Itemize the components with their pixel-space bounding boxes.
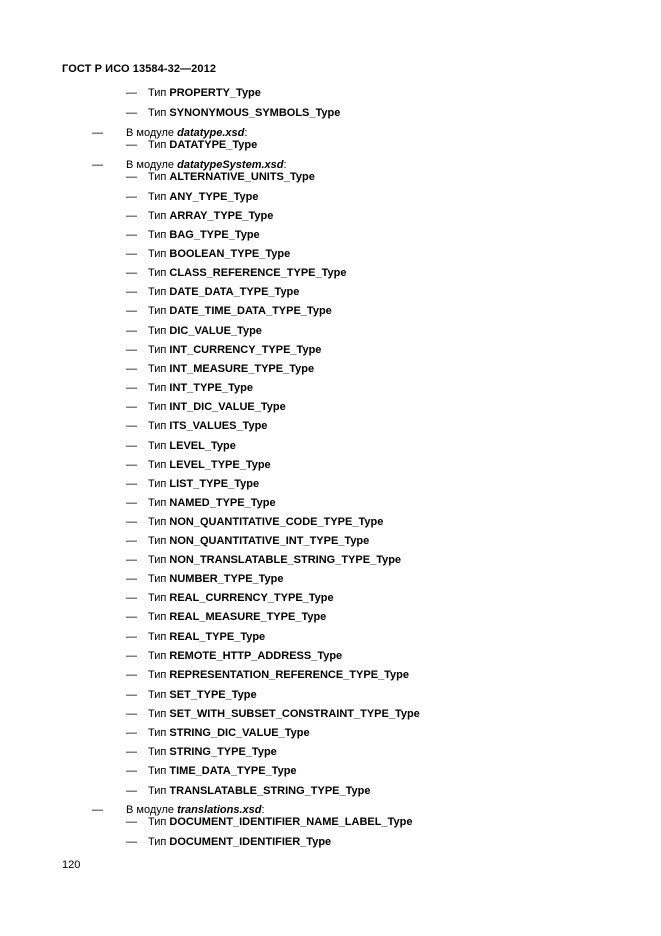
type-line: [126, 210, 273, 223]
type-prefix: Тип: [148, 650, 167, 662]
list-dash: —: [126, 535, 137, 547]
type-name: DATATYPE_Type: [169, 139, 258, 151]
type-line: [126, 305, 332, 318]
list-dash: —: [126, 344, 137, 356]
list-dash: —: [126, 650, 137, 662]
list-dash: —: [92, 127, 103, 139]
type-prefix: Тип: [148, 631, 167, 643]
type-line: [126, 440, 236, 453]
type-prefix: Тип: [148, 516, 167, 528]
type-prefix: Тип: [148, 816, 167, 828]
type-prefix: Тип: [148, 305, 167, 317]
type-name: ALTERNATIVE_UNITS_Type: [169, 171, 315, 183]
type-prefix: Тип: [148, 459, 167, 471]
list-dash: —: [126, 139, 137, 151]
type-name: LEVEL_TYPE_Type: [169, 459, 271, 471]
type-line: [126, 229, 260, 242]
type-prefix: Тип: [148, 248, 167, 260]
type-prefix: Тип: [148, 611, 167, 623]
type-name: ARRAY_TYPE_Type: [169, 210, 274, 222]
type-line: [126, 611, 326, 624]
type-line: [126, 497, 276, 510]
list-dash: —: [126, 420, 137, 432]
type-line: [126, 816, 412, 829]
type-name: REPRESENTATION_REFERENCE_TYPE_Type: [169, 669, 410, 681]
type-name: LEVEL_Type: [169, 440, 236, 452]
list-dash: —: [126, 286, 137, 298]
type-name: NON_QUANTITATIVE_INT_TYPE_Type: [169, 535, 370, 547]
list-dash: —: [126, 816, 137, 828]
type-prefix: Тип: [148, 171, 167, 183]
list-dash: —: [126, 305, 137, 317]
list-dash: —: [126, 497, 137, 509]
type-prefix: Тип: [148, 554, 167, 566]
type-name: NON_TRANSLATABLE_STRING_TYPE_Type: [169, 554, 402, 566]
list-dash: —: [126, 107, 137, 119]
module-prefix: В модуле: [126, 159, 175, 171]
type-name: CLASS_REFERENCE_TYPE_Type: [169, 267, 347, 279]
module-file-name: translations.xsd: [177, 804, 262, 816]
list-dash: —: [126, 708, 137, 720]
type-prefix: Тип: [148, 286, 167, 298]
type-line: [126, 191, 258, 204]
list-dash: —: [126, 592, 137, 604]
type-name: DIC_VALUE_Type: [169, 325, 262, 337]
type-name: INT_CURRENCY_TYPE_Type: [169, 344, 322, 356]
type-line: [126, 727, 310, 740]
type-name: INT_MEASURE_TYPE_Type: [169, 363, 315, 375]
type-name: SET_WITH_SUBSET_CONSTRAINT_TYPE_Type: [169, 708, 420, 720]
type-line: [126, 554, 401, 567]
list-dash: —: [126, 746, 137, 758]
type-name: REAL_TYPE_Type: [169, 631, 266, 643]
type-line: [126, 592, 334, 605]
module-file-name: datatypeSystem.xsd: [177, 159, 284, 171]
type-name: BAG_TYPE_Type: [169, 229, 260, 241]
type-name: DATE_TIME_DATA_TYPE_Type: [169, 305, 332, 317]
type-line: [126, 139, 257, 152]
type-line: [126, 325, 262, 338]
type-name: SET_TYPE_Type: [169, 689, 257, 701]
type-prefix: Тип: [148, 708, 167, 720]
type-name: SYNONYMOUS_SYMBOLS_Type: [169, 107, 341, 119]
type-name: TRANSLATABLE_STRING_TYPE_Type: [169, 785, 371, 797]
list-dash: —: [126, 727, 137, 739]
type-line: [126, 267, 346, 280]
type-prefix: Тип: [148, 107, 167, 119]
type-prefix: Тип: [148, 382, 167, 394]
list-dash: —: [126, 573, 137, 585]
type-line: [126, 689, 257, 702]
type-prefix: Тип: [148, 746, 167, 758]
type-line: [126, 708, 420, 721]
type-line: [126, 171, 315, 184]
type-name: STRING_DIC_VALUE_Type: [169, 727, 310, 739]
list-dash: —: [126, 785, 137, 797]
type-prefix: Тип: [148, 535, 167, 547]
list-dash: —: [126, 440, 137, 452]
list-dash: —: [126, 229, 137, 241]
type-prefix: Тип: [148, 592, 167, 604]
list-dash: —: [126, 765, 137, 777]
module-file-name: datatype.xsd: [177, 127, 245, 139]
type-prefix: Тип: [148, 210, 167, 222]
type-prefix: Тип: [148, 669, 167, 681]
type-prefix: Тип: [148, 267, 167, 279]
type-name: REMOTE_HTTP_ADDRESS_Type: [169, 650, 343, 662]
type-line: [126, 631, 265, 644]
type-prefix: Тип: [148, 325, 167, 337]
type-line: [126, 363, 314, 376]
type-line: [126, 535, 369, 548]
type-name: REAL_CURRENCY_TYPE_Type: [169, 592, 334, 604]
list-dash: —: [126, 631, 137, 643]
module-colon: :: [283, 159, 287, 171]
module-prefix: В модуле: [126, 804, 175, 816]
list-dash: —: [126, 554, 137, 566]
type-line: [126, 650, 342, 663]
list-dash: —: [126, 267, 137, 279]
list-dash: —: [126, 689, 137, 701]
type-name: STRING_TYPE_Type: [169, 746, 277, 758]
type-line: [126, 459, 271, 472]
list-dash: —: [126, 516, 137, 528]
type-prefix: Тип: [148, 229, 167, 241]
list-dash: —: [126, 248, 137, 260]
list-dash: —: [126, 836, 137, 848]
type-line: [126, 785, 370, 798]
type-line: [126, 107, 340, 120]
type-name: TIME_DATA_TYPE_Type: [169, 765, 297, 777]
type-name: DOCUMENT_IDENTIFIER_Type: [169, 836, 332, 848]
type-name: ANY_TYPE_Type: [169, 191, 259, 203]
type-name: NAMED_TYPE_Type: [169, 497, 276, 509]
type-name: ITS_VALUES_Type: [169, 420, 268, 432]
list-dash: —: [126, 87, 137, 99]
type-prefix: Тип: [148, 836, 167, 848]
type-line: [126, 765, 297, 778]
type-name: PROPERTY_Type: [169, 87, 261, 99]
type-prefix: Тип: [148, 689, 167, 701]
list-dash: —: [126, 382, 137, 394]
type-name: LIST_TYPE_Type: [169, 478, 260, 490]
type-prefix: Тип: [148, 420, 167, 432]
type-prefix: Тип: [148, 87, 167, 99]
list-dash: —: [126, 363, 137, 375]
module-prefix: В модуле: [126, 127, 175, 139]
type-line: [126, 344, 321, 357]
list-dash: —: [126, 401, 137, 413]
type-prefix: Тип: [148, 401, 167, 413]
type-line: [126, 87, 261, 100]
type-line: [126, 401, 286, 414]
type-prefix: Тип: [148, 139, 167, 151]
type-line: [126, 573, 284, 586]
list-dash: —: [92, 159, 103, 171]
type-line: [126, 836, 331, 849]
list-dash: —: [126, 325, 137, 337]
type-prefix: Тип: [148, 191, 167, 203]
type-prefix: Тип: [148, 573, 167, 585]
list-dash: —: [126, 210, 137, 222]
type-line: [126, 286, 299, 299]
type-name: NUMBER_TYPE_Type: [169, 573, 284, 585]
list-dash: —: [126, 191, 137, 203]
type-line: [126, 382, 253, 395]
type-prefix: Тип: [148, 497, 167, 509]
list-dash: —: [126, 669, 137, 681]
type-line: [126, 248, 290, 261]
type-name: NON_QUANTITATIVE_CODE_TYPE_Type: [169, 516, 384, 528]
type-line: [126, 746, 277, 759]
type-line: [126, 420, 267, 433]
list-dash: —: [126, 611, 137, 623]
list-dash: —: [126, 478, 137, 490]
type-name: DATE_DATA_TYPE_Type: [169, 286, 300, 298]
module-colon: :: [261, 804, 265, 816]
type-prefix: Тип: [148, 727, 167, 739]
type-line: [126, 516, 383, 529]
list-dash: —: [126, 459, 137, 471]
type-name: BOOLEAN_TYPE_Type: [169, 248, 291, 260]
type-name: INT_TYPE_Type: [169, 382, 253, 394]
list-dash: —: [92, 804, 103, 816]
type-name: REAL_MEASURE_TYPE_Type: [169, 611, 327, 623]
type-prefix: Тип: [148, 765, 167, 777]
type-prefix: Тип: [148, 440, 167, 452]
type-name: DOCUMENT_IDENTIFIER_NAME_LABEL_Type: [169, 816, 413, 828]
type-prefix: Тип: [148, 344, 167, 356]
page-number: 120: [62, 859, 81, 871]
type-name: INT_DIC_VALUE_Type: [169, 401, 286, 413]
module-colon: :: [244, 127, 248, 139]
type-prefix: Тип: [148, 785, 167, 797]
list-dash: —: [126, 171, 137, 183]
type-prefix: Тип: [148, 478, 167, 490]
type-line: [126, 669, 409, 682]
page-header: ГОСТ Р ИСО 13584-32—2012: [62, 63, 217, 75]
type-prefix: Тип: [148, 363, 167, 375]
type-line: [126, 478, 259, 491]
